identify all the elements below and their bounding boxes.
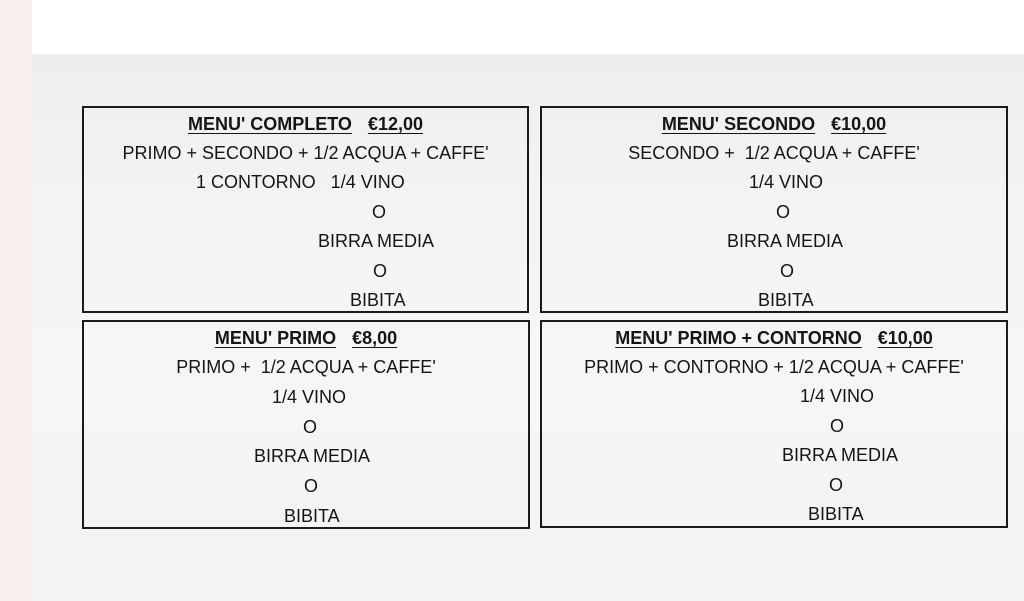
- menu-line: BIRRA MEDIA: [318, 231, 435, 251]
- menu-line: PRIMO + CONTORNO + 1/2 ACQUA + CAFFE': [584, 357, 964, 377]
- menu-line: O: [372, 202, 387, 222]
- menu-title: [542, 110, 1006, 140]
- menu-line: BIRRA MEDIA: [254, 446, 371, 466]
- menu-box-completo: [82, 106, 529, 313]
- menu-box-secondo: [540, 106, 1008, 313]
- menu-line: O: [303, 417, 318, 437]
- menu-line: PRIMO + SECONDO + 1/2 ACQUA + CAFFE': [122, 143, 489, 163]
- menu-box-primo: [82, 320, 530, 529]
- menu-line: O: [373, 261, 388, 281]
- menu-title: [84, 110, 527, 140]
- menu-name: MENU' PRIMO + CONTORNO: [615, 328, 862, 348]
- menu-price: €10,00: [877, 328, 933, 348]
- menu-title: [542, 324, 1006, 354]
- menu-name: MENU' PRIMO: [214, 328, 337, 348]
- menu-price: €12,00: [367, 114, 423, 134]
- menu-line: BIBITA: [284, 506, 340, 526]
- menu-name: MENU' COMPLETO: [187, 114, 352, 134]
- menu-box-primo-contorno: [540, 320, 1008, 528]
- menu-line: BIRRA MEDIA: [727, 231, 844, 251]
- menu-line: 1/4 VINO: [749, 172, 824, 192]
- menu-line: O: [830, 416, 845, 436]
- menu-line: BIRRA MEDIA: [782, 445, 899, 465]
- menu-price: €8,00: [352, 328, 398, 348]
- menu-line: SECONDO + 1/2 ACQUA + CAFFE': [628, 143, 920, 163]
- menu-line: 1 CONTORNO 1/4 VINO: [196, 172, 405, 192]
- menu-line: PRIMO + 1/2 ACQUA + CAFFE': [176, 357, 436, 377]
- menu-line: BIBITA: [758, 290, 814, 310]
- top-white-strip: [32, 0, 1024, 54]
- menu-line: 1/4 VINO: [800, 386, 875, 406]
- menu-line: O: [829, 475, 844, 495]
- menu-line: O: [780, 261, 795, 281]
- menu-line: O: [776, 202, 791, 222]
- menu-line: 1/4 VINO: [272, 387, 347, 407]
- menu-line: BIBITA: [808, 504, 864, 524]
- menu-line: BIBITA: [350, 290, 406, 310]
- menu-line: O: [304, 476, 319, 496]
- menu-title: [84, 324, 528, 354]
- menu-name: MENU' SECONDO: [661, 114, 816, 134]
- menu-price: €10,00: [831, 114, 887, 134]
